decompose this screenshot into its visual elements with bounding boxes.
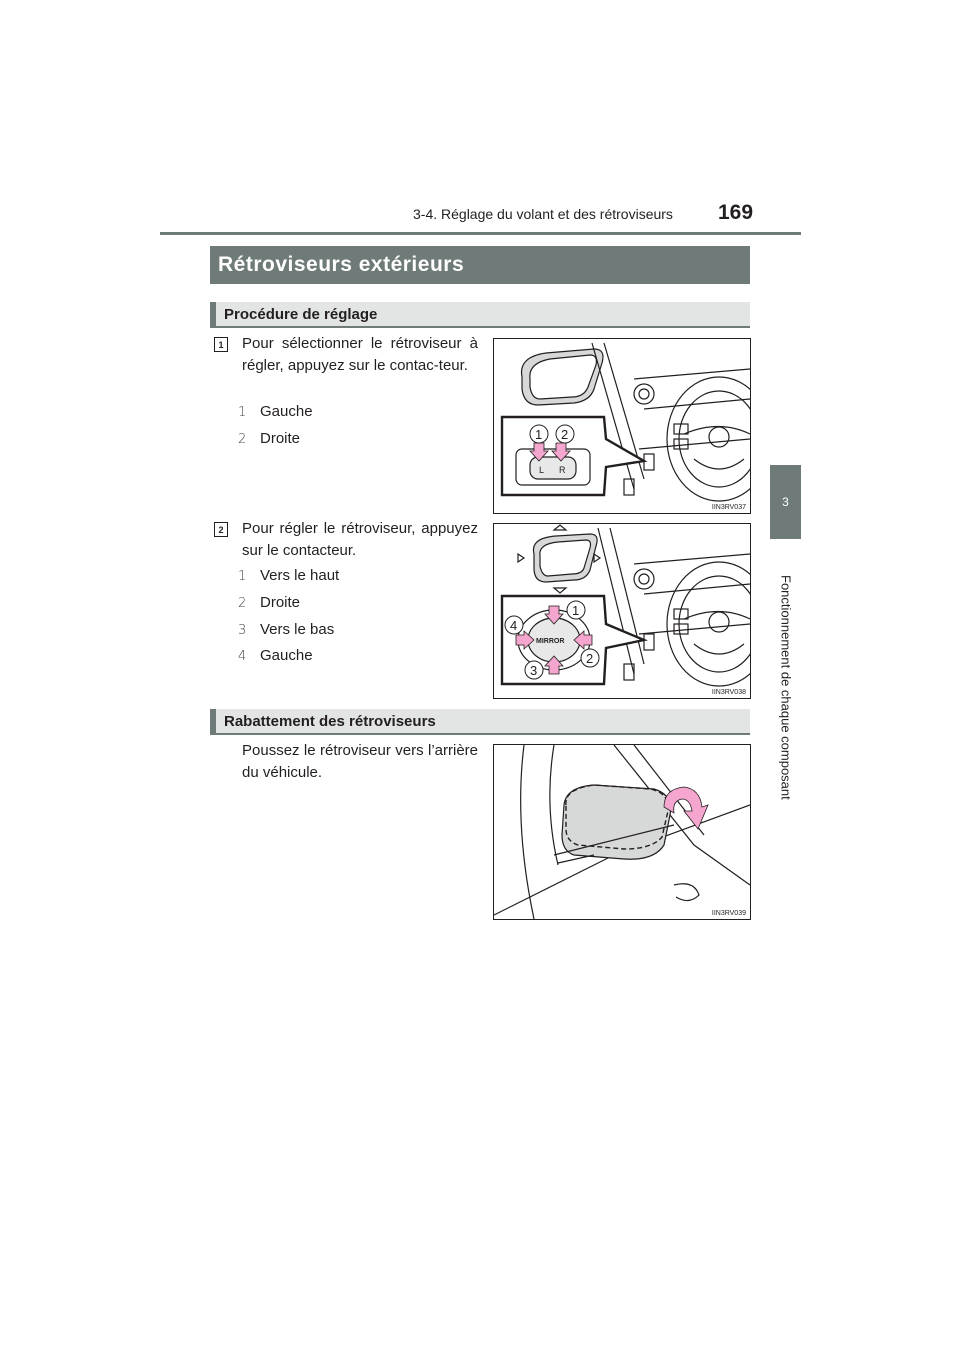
side-label-text: Fonctionnement de chaque composant — [778, 575, 794, 800]
figure-mirror-adjust — [493, 523, 751, 699]
header-title: 3-4. Réglage du volant et des rétroviseurs — [413, 206, 673, 222]
mirror-adjust-illustration — [494, 524, 750, 698]
subsection-adjustment-title: Procédure de réglage — [224, 305, 378, 323]
header-rule — [160, 232, 801, 235]
mirror-select-illustration — [494, 339, 750, 513]
item-label: Gauche — [260, 647, 313, 664]
item-label: Gauche — [260, 403, 313, 420]
step-text: Pour sélectionner le rétroviseur à régler, appuyez sur le contac-teur. — [242, 335, 478, 374]
callout-4: 4 — [510, 618, 518, 633]
mirror-fold-illustration — [494, 745, 750, 919]
section-title — [210, 246, 750, 284]
side-label — [768, 555, 804, 820]
figure-mirror-select — [493, 338, 751, 514]
callout-2: 2 — [586, 651, 594, 666]
item-number: 4 — [238, 649, 247, 664]
figure-mirror-fold — [493, 744, 751, 920]
switch-label-l: L — [539, 465, 545, 475]
item-number: 2 — [238, 596, 247, 611]
callout-3: 3 — [530, 663, 538, 678]
callout-2: 2 — [561, 427, 569, 442]
step-number-badge: 2 — [214, 522, 228, 537]
item-number: 1 — [238, 405, 247, 420]
switch-label-r: R — [559, 465, 566, 475]
step-number-badge: 1 — [214, 337, 228, 352]
item-label: Droite — [260, 594, 301, 611]
subsection-adjustment — [210, 302, 750, 328]
item-number: 2 — [238, 432, 247, 447]
figure-code: IIN3RV038 — [711, 689, 746, 696]
page-number: 169 — [718, 201, 754, 224]
callout-1: 1 — [535, 427, 543, 442]
item-number: 1 — [238, 569, 247, 584]
section-title-text: Rétroviseurs extérieurs — [218, 253, 465, 276]
step-text: Pour régler le rétroviseur, appuyez sur le contacteur. — [242, 520, 478, 559]
switch-label-mirror: MIRROR — [536, 638, 565, 645]
item-label: Droite — [260, 430, 301, 447]
figure-code: IIN3RV037 — [711, 504, 746, 511]
item-number: 3 — [238, 623, 247, 638]
subsection-folding — [210, 709, 750, 735]
subsection-folding-title: Rabattement des rétroviseurs — [224, 712, 436, 730]
item-label: Vers le bas — [260, 621, 335, 638]
callout-1: 1 — [572, 603, 580, 618]
folding-text: Poussez le rétroviseur vers l’arrière du véhicule. — [242, 742, 478, 781]
item-label: Vers le haut — [260, 567, 340, 584]
side-tab — [770, 465, 801, 539]
side-tab-number: 3 — [782, 495, 789, 509]
figure-code: IIN3RV039 — [711, 910, 746, 917]
